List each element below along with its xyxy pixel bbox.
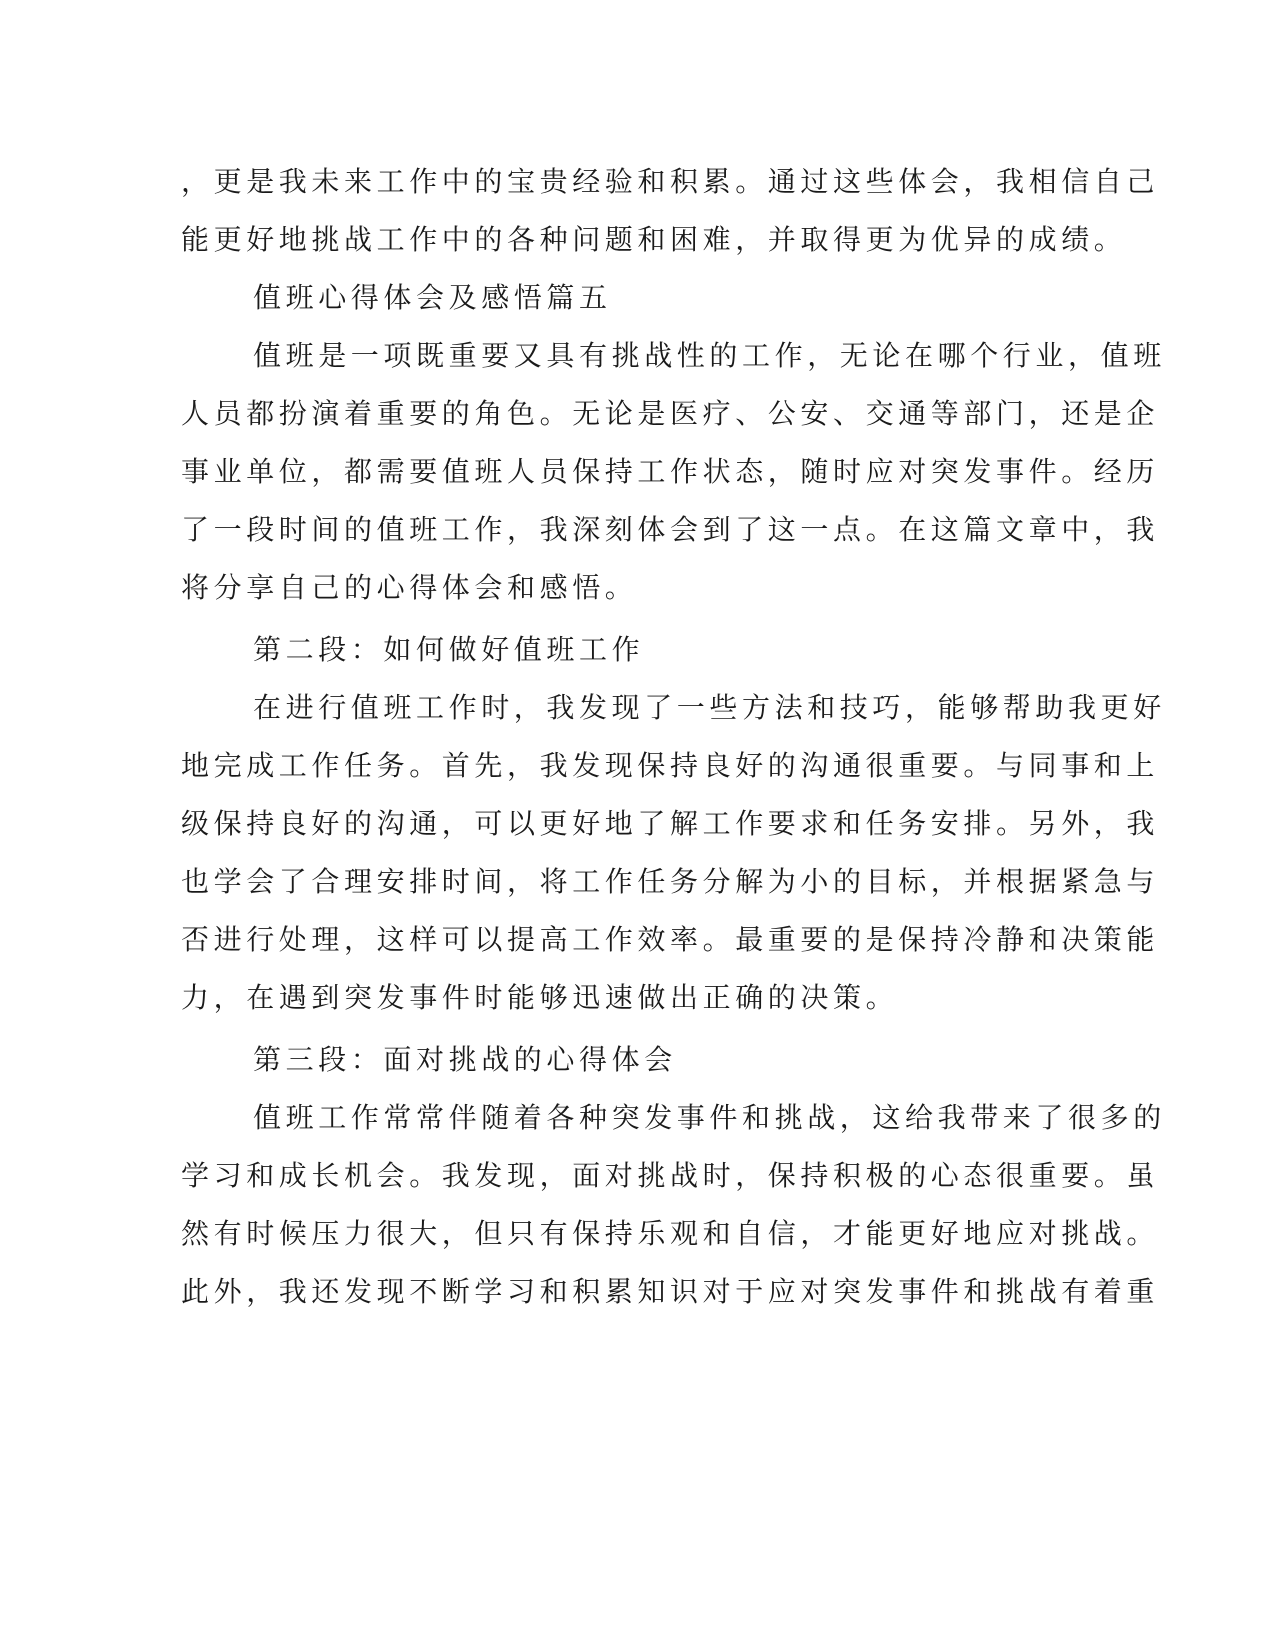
text-line: 级保持良好的沟通，可以更好地了解工作要求和任务安排。另外，我 <box>181 807 1160 840</box>
text-line: 能更好地挑战工作中的各种问题和困难，并取得更为优异的成绩。 <box>181 223 1127 256</box>
text-line: 值班是一项既重要又具有挑战性的工作，无论在哪个行业，值班 <box>253 339 1166 372</box>
text-line: 了一段时间的值班工作，我深刻体会到了这一点。在这篇文章中，我 <box>181 513 1160 546</box>
text-line: 事业单位，都需要值班人员保持工作状态，随时应对突发事件。经历 <box>181 455 1160 488</box>
section-heading: 第二段：如何做好值班工作 <box>253 633 645 666</box>
section-heading: 第三段：面对挑战的心得体会 <box>253 1043 677 1076</box>
text-line: 也学会了合理安排时间，将工作任务分解为小的目标，并根据紧急与 <box>181 865 1160 898</box>
text-line: 地完成工作任务。首先，我发现保持良好的沟通很重要。与同事和上 <box>181 749 1160 782</box>
text-line: 值班工作常常伴随着各种突发事件和挑战，这给我带来了很多的 <box>253 1101 1166 1134</box>
section-title: 值班心得体会及感悟篇五 <box>253 281 612 314</box>
text-line: 此外，我还发现不断学习和积累知识对于应对突发事件和挑战有着重 <box>181 1275 1160 1308</box>
text-line: 否进行处理，这样可以提高工作效率。最重要的是保持冷静和决策能 <box>181 923 1160 956</box>
text-line: 然有时候压力很大，但只有保持乐观和自信，才能更好地应对挑战。 <box>181 1217 1160 1250</box>
text-line: ，更是我未来工作中的宝贵经验和积累。通过这些体会，我相信自己 <box>181 165 1160 198</box>
text-line: 人员都扮演着重要的角色。无论是医疗、公安、交通等部门，还是企 <box>181 397 1160 430</box>
text-line: 力，在遇到突发事件时能够迅速做出正确的决策。 <box>181 981 899 1014</box>
text-line: 将分享自己的心得体会和感悟。 <box>181 571 638 604</box>
text-line: 在进行值班工作时，我发现了一些方法和技巧，能够帮助我更好 <box>253 691 1166 724</box>
text-line: 学习和成长机会。我发现，面对挑战时，保持积极的心态很重要。虽 <box>181 1159 1160 1192</box>
